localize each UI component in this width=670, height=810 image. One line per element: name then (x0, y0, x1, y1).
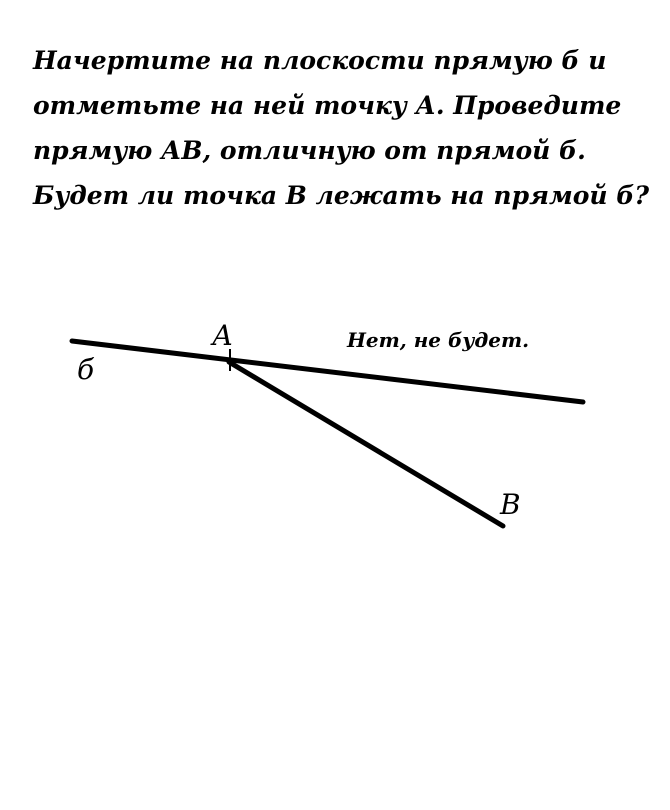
point-b-label: В (500, 488, 521, 521)
problem-line-1: Начертите на плоскости прямую б и (33, 46, 607, 75)
answer-text: Нет, не будет. (347, 328, 530, 352)
point-a-label: А (212, 319, 234, 352)
problem-line-4: Будет ли точка В лежать на прямой б? (33, 181, 649, 210)
problem-line-3: прямую АВ, отличную от прямой б. (33, 136, 586, 165)
line-b-label: б (77, 353, 95, 386)
problem-line-2: отметьте на ней точку А. Проведите (33, 91, 622, 120)
